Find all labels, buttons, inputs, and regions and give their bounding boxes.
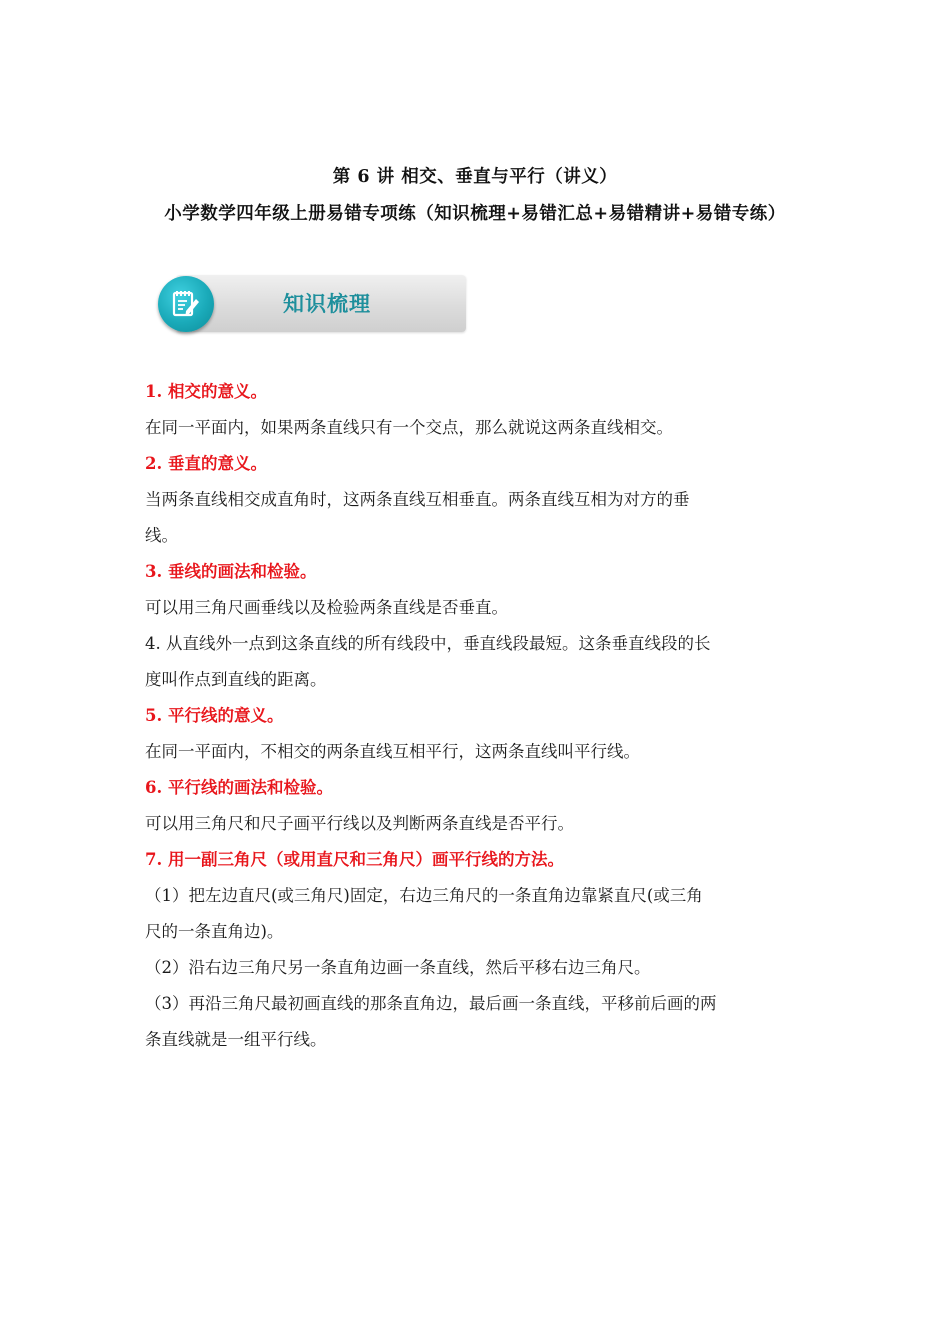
notepad-pencil-icon-graphic (172, 289, 200, 319)
lecture-title: 第 6 讲 相交、垂直与平行（讲义） (332, 167, 618, 187)
heading-parallel: 5. 平行线的意义。 (145, 706, 284, 725)
body-line: 在同一平面内，不相交的两条直线互相平行，这两条直线叫平行线。 (145, 742, 640, 761)
body-line: 在同一平面内，如果两条直线只有一个交点，那么就说这两条直线相交。 (145, 418, 673, 437)
body-line: 当两条直线相交成直角时，这两条直线互相垂直。两条直线互相为对方的垂 (145, 490, 690, 509)
body-line: 条直线就是一组平行线。 (145, 1030, 327, 1049)
body-line: 线。 (145, 526, 178, 545)
body-line: 可以用三角尺画垂线以及检验两条直线是否垂直。 (145, 598, 508, 617)
knowledge-content (145, 374, 815, 1058)
body-line: 可以用三角尺和尺子画平行线以及判断两条直线是否平行。 (145, 814, 574, 833)
banner-label: 知识梳理 (283, 292, 371, 316)
section-banner (148, 274, 466, 334)
heading-intersect: 1. 相交的意义。 (145, 382, 267, 401)
notepad-pencil-icon (158, 276, 214, 332)
heading-parallel-method: 7. 用一副三角尺（或用直尺和三角尺）画平行线的方法。 (145, 850, 564, 869)
body-line: 尺的一条直角边)。 (145, 922, 284, 941)
body-line: （2）沿右边三角尺另一条直角边画一条直线，然后平移右边三角尺。 (145, 958, 651, 977)
body-line: （3）再沿三角尺最初画直线的那条直角边，最后画一条直线，平移前后画的两 (145, 994, 717, 1013)
body-line: （1）把左边直尺(或三角尺)固定，右边三角尺的一条直角边靠紧直尺(或三角 (145, 886, 703, 905)
heading-perpendicular: 2. 垂直的意义。 (145, 454, 267, 473)
body-line: 度叫作点到直线的距离。 (145, 670, 327, 689)
heading-perpendicular-drawing: 3. 垂线的画法和检验。 (145, 562, 317, 581)
body-line: 4. 从直线外一点到这条直线的所有线段中，垂直线段最短。这条垂直线段的长 (145, 634, 711, 653)
heading-parallel-drawing: 6. 平行线的画法和检验。 (145, 778, 333, 797)
lecture-subtitle: 小学数学四年级上册易错专项练（知识梳理+易错汇总+易错精讲+易错专练） (164, 204, 786, 224)
